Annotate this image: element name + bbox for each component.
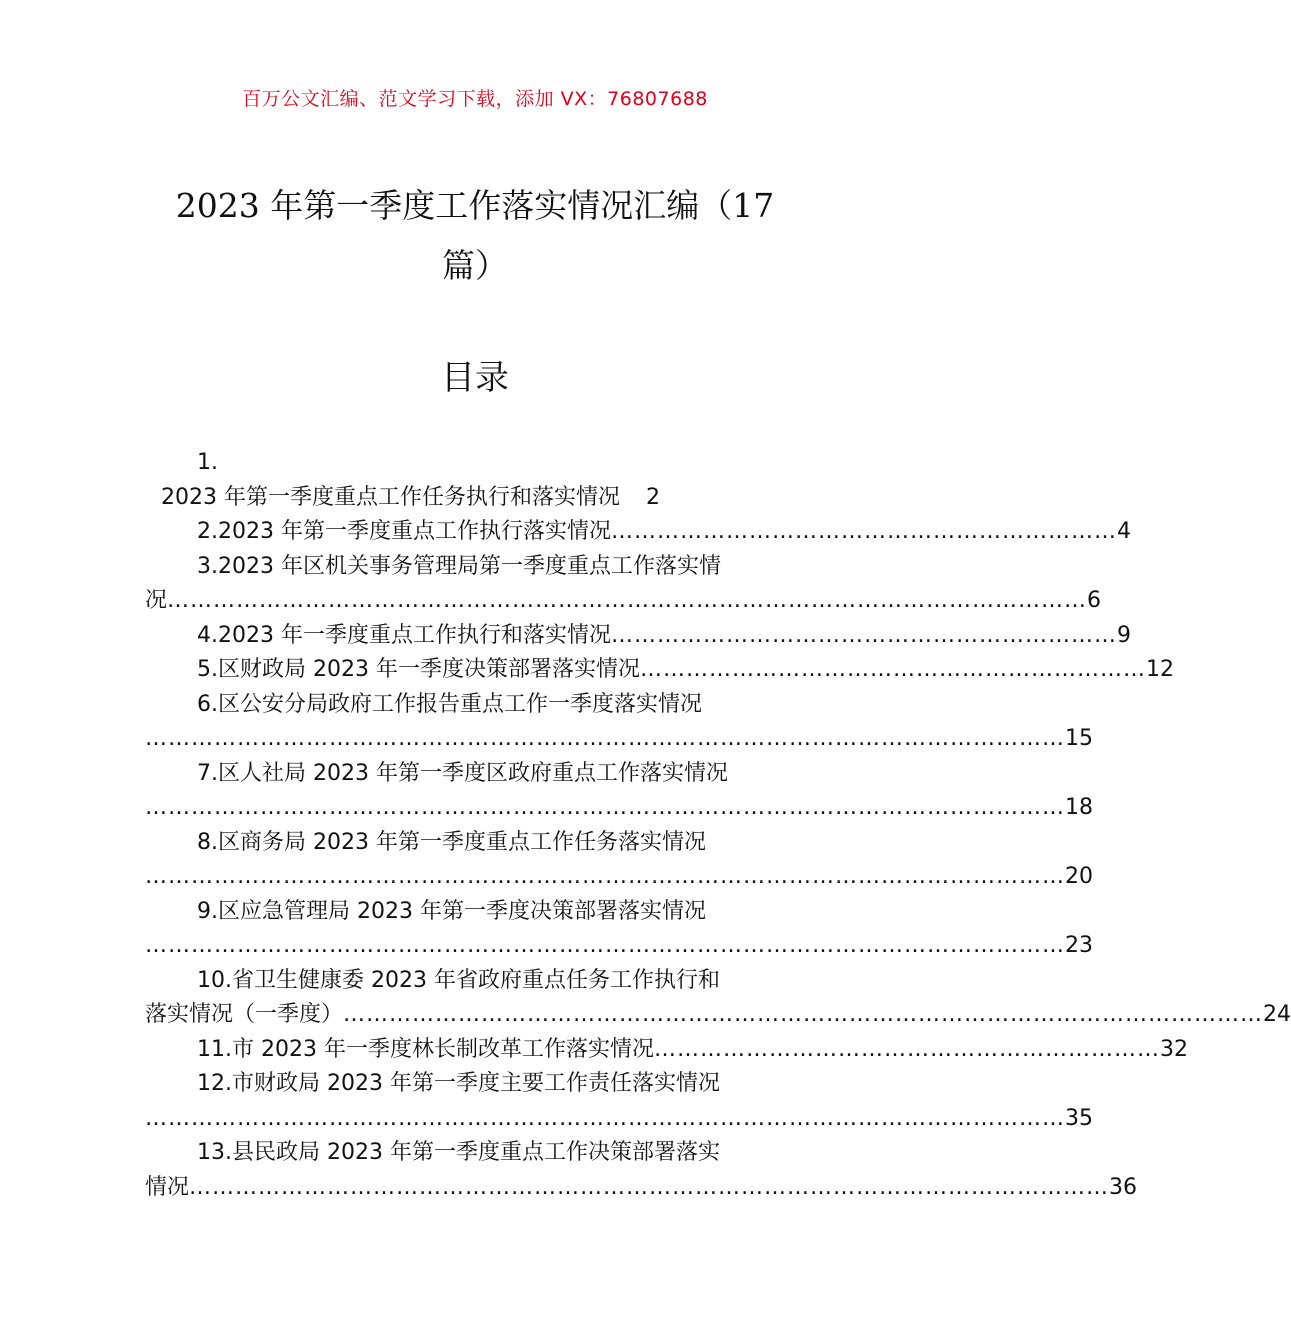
toc-entry-9-line-1[interactable]: 9.区应急管理局 2023 年第一季度决策部署落实情况 [197,898,706,924]
toc-leader-dots: ………………………………………………………………………………………………………… [145,933,1065,958]
toc-entry-page: 15 [1065,726,1093,751]
toc-leader-dots: ………………………………………………………………………………………………………… [343,1002,1264,1027]
toc-entry-page: 24 [1263,1002,1291,1027]
toc-entry-text: 2.2023 年第一季度重点工作执行落实情况 [197,519,611,544]
toc-entry-page: 32 [1159,1036,1188,1062]
toc-entry-1[interactable] [145,481,805,516]
document-title [150,176,800,296]
toc-entry-page: 4 [1116,519,1131,544]
toc-entry-2[interactable] [145,515,1131,550]
title-line-2: 篇） [442,246,508,285]
toc-entry-3-line-2[interactable] [145,584,1102,619]
toc-leader-dots: ………………………………………………………… [653,1036,1160,1062]
toc-entry-page: 2 [645,484,660,510]
toc-entry-12-line-2[interactable] [145,1102,1093,1137]
toc-entry-12-line-1[interactable]: 12.市财政局 2023 年第一季度主要工作责任落实情况 [197,1071,720,1096]
toc-entry-11[interactable] [145,1033,1188,1068]
toc-entry-6-line-1[interactable]: 6.区公安分局政府工作报告重点工作一季度落实情况 [197,691,702,717]
toc-leader-dots: ………………………………………………………………………………………………………… [145,1105,1065,1131]
table-of-contents [145,446,1291,1205]
toc-entry-page: 9 [1116,622,1131,648]
toc-entry-9-line-2[interactable] [145,929,1093,964]
toc-entry-text: 11.市 2023 年一季度林长制改革工作落实情况 [197,1036,654,1062]
toc-leader-dots: ………………………………………………………… [639,657,1146,682]
toc-entry-7-line-1[interactable]: 7.区人社局 2023 年第一季度区政府重点工作落实情况 [197,760,728,786]
toc-leader-dots: ………………………………………………………………………………………………………… [145,726,1065,751]
toc-entry-8-line-2[interactable] [145,860,1093,895]
toc-entry-page: 6 [1087,588,1102,613]
toc-entry-text: 4.2023 年一季度重点工作执行和落实情况 [197,622,611,648]
toc-entry-page: 35 [1065,1105,1093,1131]
toc-heading: 目录 [441,358,509,398]
toc-entry-page: 20 [1065,864,1093,889]
toc-leader-dots: ………………………………………………………………………………………………………… [145,795,1065,820]
toc-entry-13-line-2[interactable] [145,1171,1138,1206]
watermark-header: 百万公文汇编、范文学习下载，添加 VX：76807688 [242,88,708,110]
toc-entry-10-line-2[interactable] [145,998,1291,1033]
toc-entry-13-line-1[interactable]: 13.县民政局 2023 年第一季度重点工作决策部署落实 [197,1140,720,1165]
toc-entry-6-line-2[interactable] [145,722,1093,757]
toc-entry-text: 落实情况（一季度） [145,1002,344,1027]
toc-entry-1-number[interactable]: 1. [197,450,218,475]
toc-entry-page: 23 [1065,933,1093,958]
toc-entry-text: 5.区财政局 2023 年一季度决策部署落实情况 [197,657,640,682]
toc-entry-4[interactable] [145,619,1131,654]
toc-leader-dots: ………………………………………………………… [610,622,1117,648]
toc-entry-3-line-1[interactable]: 3.2023 年区机关事务管理局第一季度重点工作落实情 [197,553,721,579]
toc-entry-text: 况 [145,588,168,613]
toc-leader-dots: ………………………………………………………………………………………………………… [145,864,1065,889]
toc-leader-dots: ………………………………………………………… [610,519,1117,544]
toc-entry-page: 12 [1145,657,1174,682]
toc-leader-dots: ………………………………………………………………………………………………………… [189,1174,1110,1200]
toc-entry-7-line-2[interactable] [145,791,1093,826]
toc-leader-dots: ………………………………………………………………………………………………………… [167,588,1088,613]
toc-entry-page: 18 [1065,795,1093,820]
toc-entry-text: 情况 [145,1174,190,1200]
toc-entry-page: 36 [1109,1174,1138,1200]
title-line-1: 2023 年第一季度工作落实情况汇编（17 [175,186,775,225]
toc-entry-8-line-1[interactable]: 8.区商务局 2023 年第一季度重点工作任务落实情况 [197,829,706,855]
toc-entry-10-line-1[interactable]: 10.省卫生健康委 2023 年省政府重点任务工作执行和 [197,967,720,993]
toc-entry-text: 2023 年第一季度重点工作任务执行和落实情况 [161,484,620,510]
toc-entry-5[interactable] [145,653,1174,688]
